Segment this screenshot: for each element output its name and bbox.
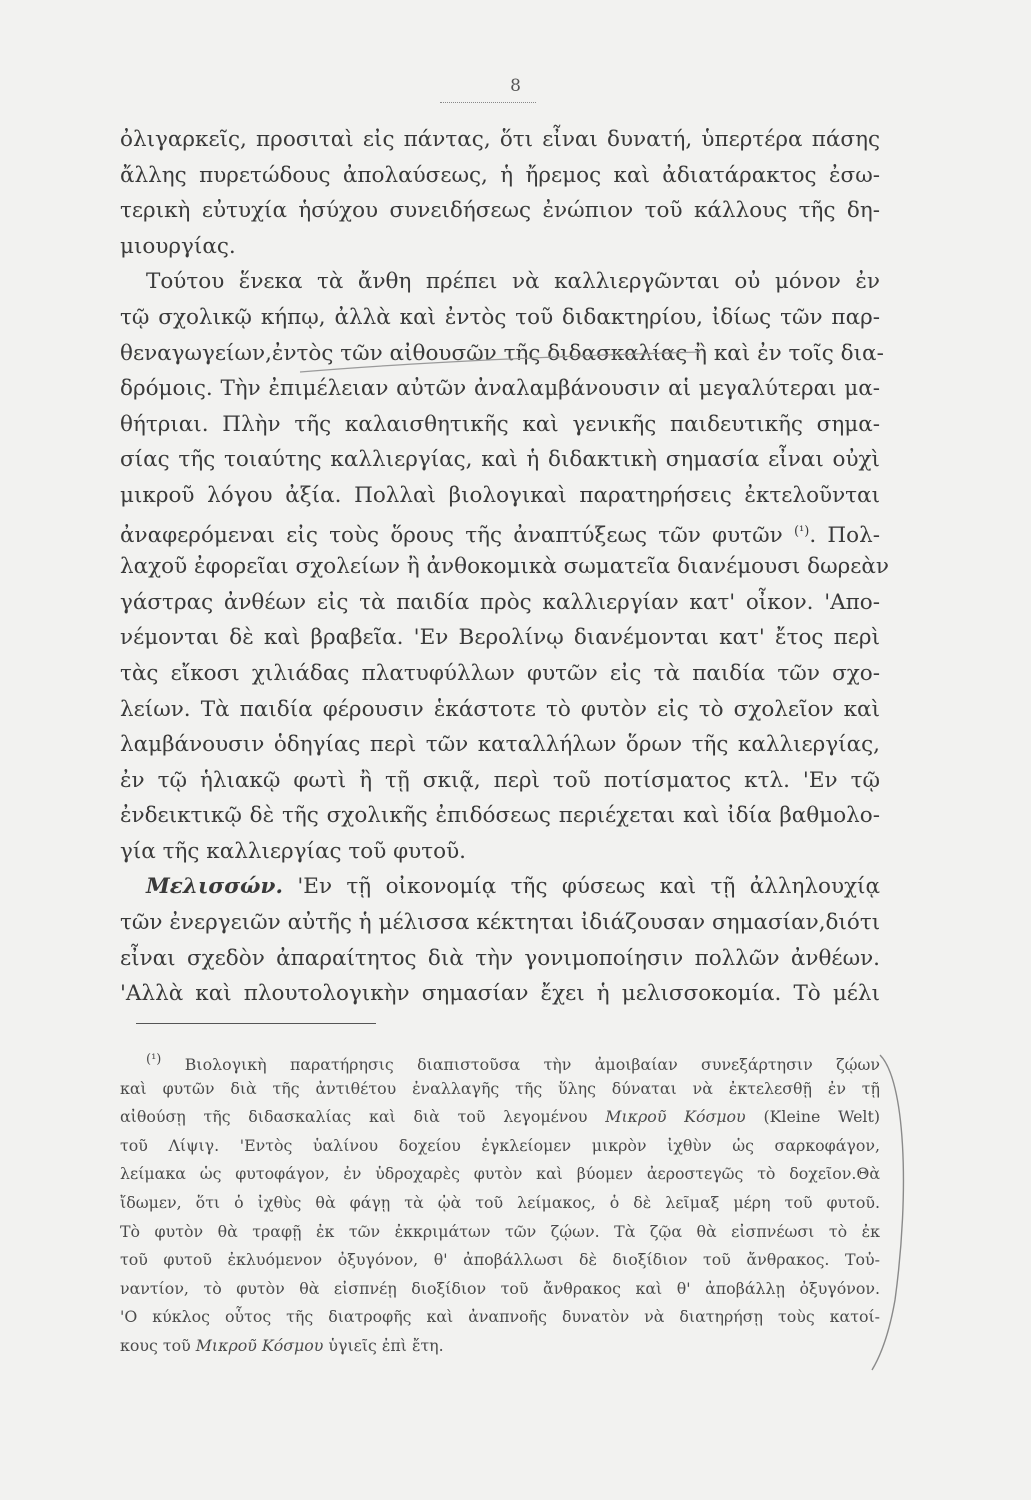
text-segment: ἀναφερόμεναι εἰς τοὺς ὅρους τῆς ἀναπτύξεως τῶν φυτῶν: [120, 522, 783, 548]
text-line: γία τῆς καλλιεργίας τοῦ φυτοῦ.: [120, 838, 466, 864]
text-line: ἄλλης πυρετώδους ἀπολαύσεως, ἡ ἤρεμος καὶ ἀδιατάρακτος ἐσω-: [120, 162, 880, 188]
text-line: νέμονται δὲ καὶ βραβεῖα. 'Εν Βερολίνῳ διανέμονται κατ' ἔτος περὶ: [120, 625, 880, 651]
text-line: εἶναι σχεδὸν ἀπαραίτητος διὰ τὴν γονιμοποίησιν πολλῶν ἀνθέων.: [120, 945, 880, 971]
footnote-line: [120, 1103, 880, 1132]
footnotes: [120, 1046, 880, 1361]
footnote-line: καὶ φυτῶν διὰ τῆς ἀντιθέτου ἐναλλαγῆς τῆς ὕλης δύναται νὰ ἐκτελεσθῇ ἐν τῇ: [120, 1078, 880, 1098]
footnote-line: [120, 1332, 880, 1361]
text-line: μικροῦ λόγου ἀξία. Πολλαὶ βιολογικαὶ παρατηρήσεις ἐκτελοῦνται: [120, 482, 880, 508]
page-number-rule: [440, 102, 536, 103]
text-line: λαχοῦ ἐφορεῖαι σχολείων ἢ ἀνθοκομικὰ σωματεῖα διανέμουσι δωρεὰν: [120, 554, 889, 580]
footnote-line: ἴδωμεν, ὅτι ὁ ἰχθὺς θὰ φάγῃ τὰ ᾠὰ τοῦ λείμακος, ὁ δὲ λεῖμαξ μέρη τοῦ φυτοῦ.: [120, 1192, 880, 1212]
text-line: τῶν ἐνεργειῶν αὐτῆς ἡ μέλισσα κέκτηται ἰδιάζουσαν σημασίαν,διότι: [120, 910, 881, 936]
footnote-segment: αἰθούσῃ τῆς διδασκαλίας καὶ διὰ τοῦ λεγομένου: [120, 1107, 588, 1127]
footnote-line: τοῦ φυτοῦ ἐκλυόμενον ὀξυγόνον, θ' ἀποβάλλωσι δὲ διοξίδιον τοῦ ἄνθρακος. Τοὐ-: [120, 1250, 880, 1270]
text-segment: . Πολ-: [809, 522, 880, 548]
text-line: λείων. Τὰ παιδία φέρουσιν ἑκάστοτε τὸ φυτὸν εἰς τὸ σχολεῖον καὶ: [120, 696, 880, 722]
text-line-with-footnote: [120, 514, 880, 550]
footnote-line: τοῦ Λίψιγ. 'Εντὸς ὑαλίνου δοχείου ἐγκλείομεν μικρὸν ἰχθὺν ὡς σαρκοφάγον,: [120, 1135, 880, 1155]
footnote-line: Τὸ φυτὸν θὰ τραφῇ ἐκ τῶν ἐκκριμάτων τῶν ζῴων. Τὰ ζῷα θὰ εἰσπνέωσι τὸ ἐκ: [120, 1221, 880, 1241]
footnote-reference[interactable]: (¹): [793, 523, 810, 539]
text-line: δρόμοις. Τὴν ἐπιμέλειαν αὐτῶν ἀναλαμβάνουσιν αἱ μεγαλύτεραι μα-: [120, 376, 880, 402]
footnote-line: λείμακα ὡς φυτοφάγον, ἐν ὑδροχαρὲς φυτὸν καὶ βύομεν ἀεροστεγῶς τὸ δοχεῖον.Θὰ: [120, 1164, 880, 1184]
text-line-with-heading: [120, 869, 880, 905]
footnote-segment: ὑγιεῖς ἐπὶ ἔτη.: [328, 1335, 444, 1355]
text-line: μιουργίας.: [120, 233, 236, 259]
text-line: τερικὴ εὐτυχία ἡσύχου συνειδήσεως ἐνώπιον τοῦ κάλλους τῆς δη-: [120, 198, 880, 224]
footnote-line: 'Ο κύκλος οὗτος τῆς διατροφῆς καὶ ἀναπνοῆς δυνατὸν νὰ διατηρήσῃ τοὺς κατοί-: [120, 1307, 880, 1327]
page-number: 8: [510, 76, 521, 96]
text-line: λαμβάνουσιν ὁδηγίας περὶ τῶν καταλλήλων ὅρων τῆς καλλιεργίας,: [120, 732, 880, 758]
footnote-line: ναντίον, τὸ φυτὸν θὰ εἰσπνέῃ διοξίδιον τοῦ ἄνθρακος καὶ θ' ἀποβάλλῃ ὀξυγόνον.: [120, 1278, 880, 1298]
text-line: 'Αλλὰ καὶ πλουτολογικὴν σημασίαν ἔχει ἡ μελισσοκομία. Τὸ μέλι: [120, 981, 880, 1007]
text-line: τῷ σχολικῷ κήπῳ, ἀλλὰ καὶ ἐντὸς τοῦ διδακτηρίου, ἰδίως τῶν παρ-: [120, 304, 880, 330]
footnote-marker: (¹): [146, 1052, 162, 1067]
footnote-title: Μικροῦ Κόσμου: [605, 1107, 746, 1127]
text-line: ὀλιγαρκεῖς, προσιταὶ εἰς πάντας, ὅτι εἶναι δυνατή, ὑπερτέρα πάσης: [120, 127, 880, 152]
text-line: γάστρας ἀνθέων εἰς τὰ παιδία πρὸς καλλιεργίαν κατ' οἶκον. 'Απο-: [120, 589, 880, 615]
section-heading: Μελισσών.: [146, 874, 283, 900]
footnote-line: [120, 1046, 880, 1075]
footnote-segment: Βιολογικὴ παρατήρησις διαπιστοῦσα τὴν ἀμοιβαίαν συνεξάρτησιν ζῴων: [184, 1055, 880, 1074]
text-line: θήτριαι. Πλὴν τῆς καλαισθητικῆς καὶ γενικῆς παιδευτικῆς σημα-: [120, 411, 880, 437]
footnote-rule: [136, 1023, 376, 1024]
footnote-title: Μικροῦ Κόσμου: [195, 1335, 324, 1355]
text-line: σίας τῆς τοιαύτης καλλιεργίας, καὶ ἡ διδακτικὴ σημασία εἶναι οὐχὶ: [120, 447, 880, 473]
text-line: τὰς εἴκοσι χιλιάδας πλατυφύλλων φυτῶν εἰς τὰ παιδία τῶν σχο-: [120, 660, 880, 686]
text-line: ἐν τῷ ἡλιακῷ φωτὶ ἢ τῇ σκιᾷ, περὶ τοῦ ποτίσματος κτλ. 'Εν τῷ: [120, 767, 880, 793]
main-text: [120, 122, 889, 1012]
text-line: ἐνδεικτικῷ δὲ τῆς σχολικῆς ἐπιδόσεως περιέχεται καὶ ἰδία βαθμολο-: [120, 803, 880, 829]
text-line: θεναγωγείων,ἐντὸς τῶν αἰθουσῶν τῆς διδασκαλίας ἢ καὶ ἐν τοῖς δια-: [120, 340, 884, 366]
text-segment: 'Εν τῇ οἰκονομίᾳ τῆς φύσεως καὶ τῇ ἀλληλουχίᾳ: [297, 874, 880, 900]
footnote-segment: κους τοῦ: [120, 1335, 191, 1355]
footnote-segment: (Kleine Welt): [763, 1107, 880, 1127]
text-line: Τούτου ἕνεκα τὰ ἄνθη πρέπει νὰ καλλιεργῶνται οὐ μόνον ἐν: [146, 269, 880, 295]
